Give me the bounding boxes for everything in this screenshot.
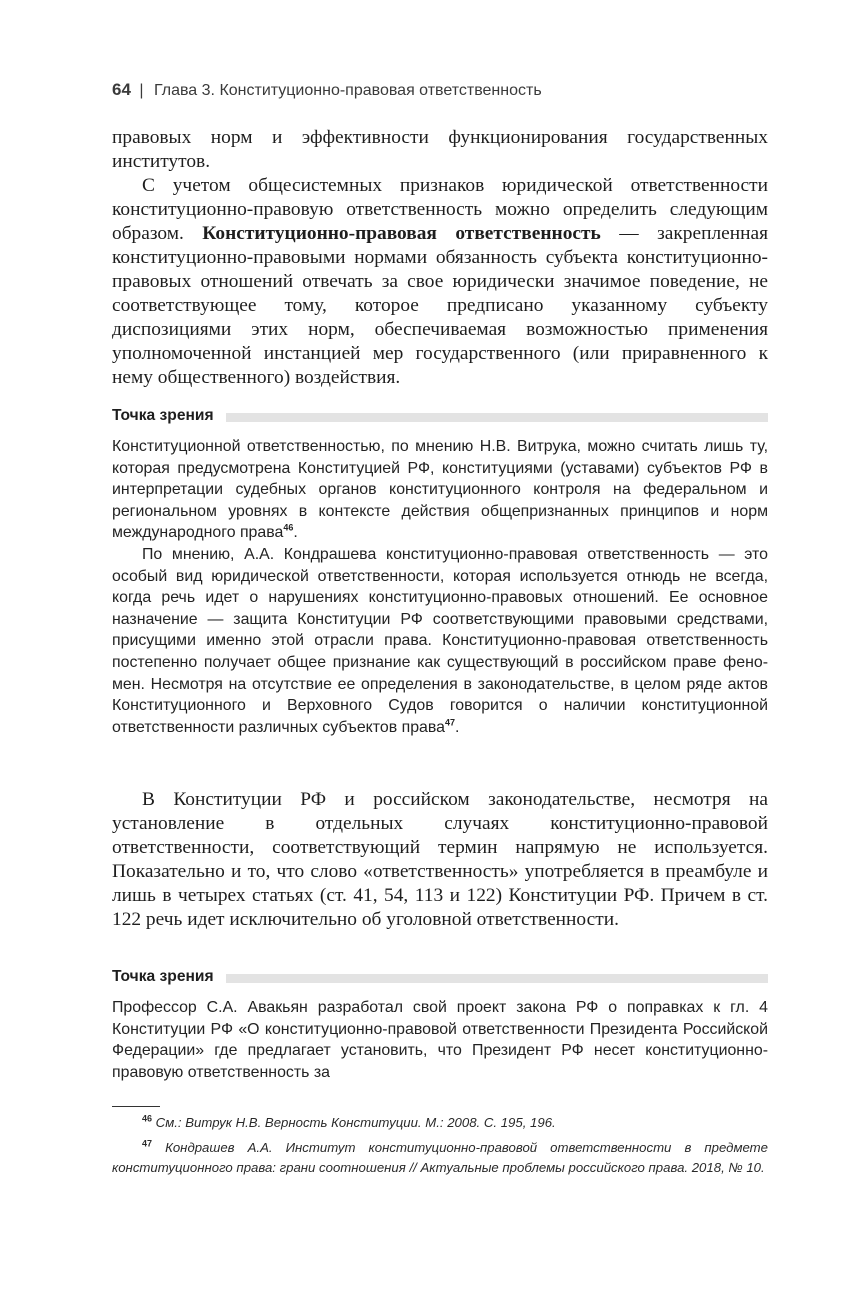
header-separator: |	[139, 82, 144, 99]
viewpoint-paragraph: Профессор С.А. Авакьян разработал свой проект закона РФ о поправках к гл. 4 Конституции РФ «О конституционно-правовой ответственности Президента Российской Федерации» где предлагает установить, что Президент РФ несет конституционно-правовую ответственность за	[112, 999, 768, 1081]
paragraph-text: Конституционной ответственностью, по мнению Н.В. Витрука, можно считать лишь ту, которая предусмотрена Конституцией РФ, конституциями (уставами) субъектов РФ в интерпретации судебных органов конституционного контроля на федеральном и региональном уровнях в контексте действия общепризнанных принципов и норм международного права	[112, 438, 768, 542]
main-text-block-1	[112, 126, 768, 390]
defined-term: Конституционно-правовая ответственность	[202, 223, 601, 244]
viewpoint-title: Точка зрения	[112, 968, 214, 985]
main-text-block-2	[112, 788, 768, 932]
viewpoint-box	[112, 997, 768, 1083]
paragraph-end: .	[455, 718, 460, 736]
viewpoint-paragraph	[112, 436, 768, 544]
viewpoint-heading	[112, 968, 768, 986]
chapter-title: Глава 3. Конституционно-правовая ответственность	[153, 82, 542, 99]
footnotes	[112, 1113, 768, 1183]
footnote-divider	[112, 1106, 160, 1107]
paragraph-text: По мнению, А.А. Кондрашева конституционно-правовая ответственность — это особый вид юридической ответственности, которая используется отнюдь не всегда, когда речь идет о нарушениях конституционно-правовых отношений. Ее основное назначение — защита Конституции РФ соответствующими правовыми средствами, присущими именно этой отрасли права. Конституционно-правовая ответственность постепенно получает общее признание как существующий в российском праве феномен. Несмотря на отсутствие ее определения в законодательстве, в целом ряде актов Конституционного и Верховного Судов говорится о наличии конституционной ответственности различных субъектов права	[112, 545, 768, 736]
footnote	[112, 1113, 768, 1133]
footnote-number: 47	[142, 1138, 153, 1149]
running-header	[112, 80, 542, 100]
page-number: 64	[112, 80, 131, 99]
heading-rule	[226, 974, 768, 983]
paragraph-end: .	[293, 524, 298, 542]
viewpoint-heading	[112, 407, 768, 425]
paragraph-text: — закрепленная конституционно-правовыми нормами обязанность субъекта конституционно-правовых отношений отвечать за свое юридически значимое поведение, не соответствующее тому, которое предписано указанному субъекту диспозициями этих норм, обеспечиваемая возможностью применения уполномоченной инстанцией мер государственного (или приравненного к нему общественного) воздействия.	[112, 223, 769, 388]
footnote-number: 46	[142, 1113, 153, 1124]
paragraph: В Конституции РФ и российском законодательстве, несмотря на установление в отдельных случаях конституционно-правовой ответственности, соответствующий термин напрямую не используется. Показательно и то, что слово «ответственность» употребляется в преамбуле и лишь в четырех статьях (ст. 41, 54, 113 и 122) Конституции РФ. Причем в ст. 122 речь идет исключительно об уголовной ответственности.	[112, 789, 768, 930]
viewpoint-title: Точка зрения	[112, 407, 214, 424]
viewpoint-paragraph	[112, 544, 768, 738]
footnote-ref[interactable]: 47	[444, 717, 455, 728]
paragraph: правовых норм и эффективности функционирования государственных институтов.	[112, 127, 768, 172]
viewpoint-box	[112, 436, 768, 738]
heading-rule	[226, 413, 768, 422]
footnote-text: См.: Витрук Н.В. Верность Конституции. М.: 2008. С. 195, 196.	[152, 1115, 556, 1130]
footnote-ref[interactable]: 46	[283, 523, 294, 534]
footnote-text: Кондрашев А.А. Институт конституционно-правовой ответственности в предмете конституционного права: грани соотношения // Актуальные проблемы российского права. 2018, № 10.	[112, 1140, 768, 1175]
definition-paragraph	[112, 174, 768, 390]
paragraph-text: С учетом общесистемных признаков юридической ответственности конституционно-правовую ответственность можно определить следующим образом.	[112, 175, 768, 244]
footnote	[112, 1138, 768, 1178]
